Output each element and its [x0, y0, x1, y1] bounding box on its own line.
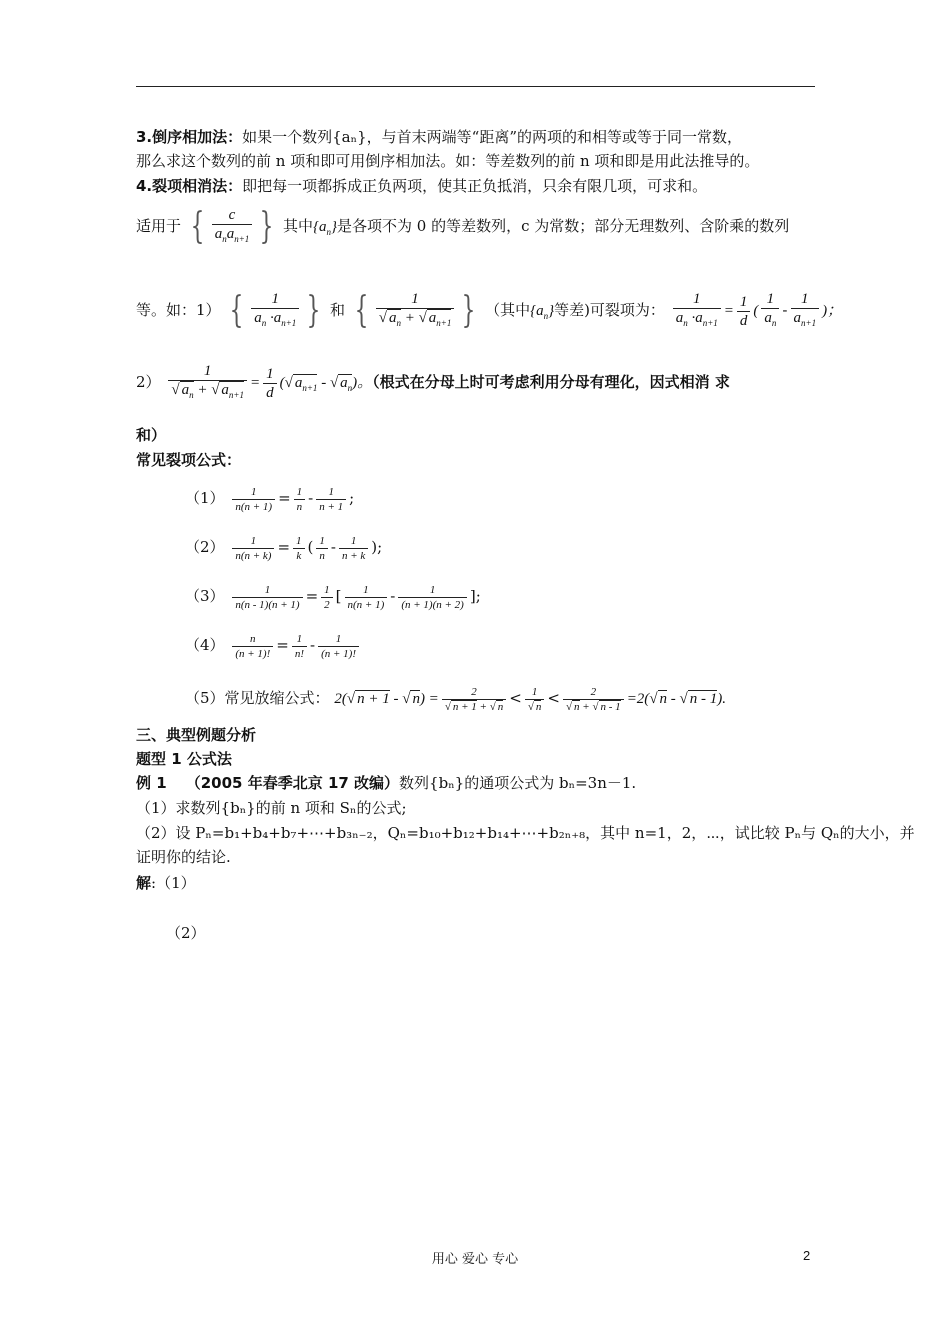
formula-split-2: 1 √ $a_n$ + √ $a_{n+1}$: [168, 362, 247, 404]
formula-item-3: （3） $\frac{1}{n(n - 1)(n + 1)}$ = $\frac{1}{2}$ [ $\frac{1}{n(n + 1)}$ - $\frac{1}{(n + 1)(n + 2)}$ ];: [185, 583, 481, 611]
formula: $\frac{1}{2}$: [321, 583, 333, 612]
text: （其中: [485, 301, 531, 319]
brace-icon: {: [229, 290, 244, 331]
label: （4）: [185, 636, 225, 654]
formula-item-5: （5）常见放缩公式： 2(√ n + 1 - √ n) = 2 √ n + 1 + √ n < 1 √ n < 2 √ n + √ n - 1 =2(√ n - √ n - 1).: [185, 680, 726, 717]
text: 常见裂项公式：: [136, 451, 242, 469]
formula: $\frac{1}{n + k}$: [339, 534, 368, 563]
brace-icon: }: [461, 290, 476, 331]
para-reverse-sum-2: [136, 150, 759, 172]
formula-item-2: （2） $\frac{1}{n(n + k)}$ = $\frac{1}{k}$ ( $\frac{1}{n}$ - $\frac{1}{n + k}$ );: [185, 534, 383, 562]
formula-1-over-an: $\frac{1}{a_n}$: [761, 290, 779, 332]
formula: 2 √ n + √ n - 1: [563, 685, 624, 714]
formula: $\frac{1}{k}$: [293, 534, 305, 563]
question-2: [136, 822, 915, 844]
formula-1-over-d: $\frac{1}{d}$: [737, 293, 751, 330]
text: 2）: [136, 373, 161, 391]
para-apply: [136, 206, 789, 252]
label: （5）: [185, 689, 225, 707]
formula-c-over-aa: $\frac{c}{a_na_{n+1}}$: [212, 206, 253, 248]
text: 是各项不为 0 的等差数列，c 为常数；部分无理数列、含阶乘的数列: [336, 217, 790, 235]
heading-reverse-sum: 3.倒序相加法：: [136, 128, 243, 146]
question-1: [136, 797, 407, 819]
text: 如果一个数列{aₙ}，与首末两端等“距离”的两项的和相等或等于同一常数，: [242, 128, 742, 146]
formula: $\frac{1}{n}$: [316, 534, 328, 563]
text: 和: [330, 301, 346, 319]
footer-text: 用心 爱心 专心: [431, 1252, 519, 1267]
example-label: 例 1: [136, 774, 167, 792]
heading-type1: [136, 748, 232, 770]
brace-icon: }: [306, 290, 321, 331]
text: :（1）: [151, 874, 196, 892]
text: 那么求这个数列的前 n 项和即可用倒序相加法。如：等差数列的前 n 项和即是用此法推导的。: [136, 152, 760, 170]
para-reverse-sum: [136, 126, 742, 148]
header-rule: [136, 86, 815, 87]
formula: $\frac{1}{n(n + k)}$: [232, 534, 274, 563]
label: （3）: [185, 587, 225, 605]
formula-1-over-d: $\frac{1}{d}$: [263, 365, 277, 402]
para-example1: 等。如：1） { $\frac{1}{a_n \cdot a_{n+1}}$ } 和 { 1 √ $a_n$ + √ $a_{n+1}$ } （其中$\{a_n\}$等差)可裂项为： $\frac{1}{a_n \cdot a_{n+1}}$ = $\frac{1}{d}$ ( $\frac{1}{a_n}$ - $\frac{1}{a_{n+1}}$ )；: [136, 288, 842, 338]
formula: 2 √ n + 1 + √ n: [442, 685, 506, 714]
brace-icon: {: [354, 290, 369, 331]
formula-item-4: （4） $\frac{n}{(n + 1)!}$ = $\frac{1}{n!}$ - $\frac{1}{(n + 1)!}$: [185, 627, 362, 663]
formula: $\frac{n}{(n + 1)!}$: [232, 632, 273, 661]
solution-part2: [166, 922, 206, 944]
label: （1）: [185, 489, 225, 507]
heading-common-formulas: [136, 449, 241, 471]
formula: $\frac{1}{n(n + 1)}$: [345, 583, 388, 612]
formula: 1 √ n: [525, 685, 545, 714]
formula-split-1: $\frac{1}{a_n \cdot a_{n+1}}$: [673, 290, 721, 332]
heading-split-terms: 4.裂项相消法：: [136, 177, 243, 195]
text: 证明你的结论.: [136, 848, 231, 866]
text: （1）求数列{bₙ}的前 n 项和 Sₙ的公式;: [136, 799, 407, 817]
note-bold: （根式在分母上时可考虑利用分母有理化，因式相消 求: [372, 373, 730, 391]
text: 适用于: [136, 217, 182, 235]
formula-1-over-aa: $\frac{1}{a_n \cdot a_{n+1}}$: [251, 290, 299, 332]
example1: [136, 772, 636, 794]
formula-1-over-an1: $\frac{1}{a_{n+1}}$: [791, 290, 820, 332]
formula-1-over-sqrt-sum: 1 √ $a_n$ + √ $a_{n+1}$: [376, 290, 455, 332]
solution: [136, 872, 196, 894]
text: 等。如：1）: [136, 301, 221, 319]
text: 即把每一项都拆成正负两项，使其正负抵消，只余有限几项，可求和。: [242, 177, 708, 195]
question-2b: [136, 846, 231, 868]
text: 其中: [282, 217, 313, 235]
formula: $\frac{1}{n(n - 1)(n + 1)}$: [232, 583, 302, 612]
formula: $\frac{1}{(n + 1)(n + 2)}$: [398, 583, 467, 612]
formula: $\frac{1}{(n + 1)!}$: [318, 632, 359, 661]
heading-section-three: [136, 724, 256, 746]
text: 等差)可裂项为：: [554, 301, 665, 319]
note-bold: 和）: [136, 426, 167, 444]
brace-icon: {: [190, 206, 205, 247]
formula-an: $\{a_n\}$: [530, 303, 555, 321]
text: 常见放缩公式：: [224, 689, 330, 707]
text: 数列{bₙ}的通项公式为 bₙ=3n－1.: [399, 774, 637, 792]
para-note-end: [136, 424, 166, 446]
formula-item-1: （1） $\frac{1}{n(n + 1)}$ = $\frac{1}{n}$ - $\frac{1}{n + 1}$ ;: [185, 485, 355, 513]
page-number: 2: [803, 1248, 811, 1263]
para-split-terms: [136, 175, 707, 197]
solution-label: 解: [136, 874, 152, 892]
example-source: （2005 年春季北京 17 改编）: [185, 774, 400, 792]
label: （2）: [185, 538, 225, 556]
text: 三、典型例题分析: [136, 726, 257, 744]
brace-icon: }: [259, 206, 274, 247]
formula: $\frac{1}{n!}$: [292, 632, 307, 661]
text: （2）设 Pₙ=b₁+b₄+b₇+⋯+b₃ₙ₋₂，Qₙ=b₁₀+b₁₂+b₁₄+⋯+b₂ₙ₊₈，其中 n=1，2，⋯，试比较 Pₙ与 Qₙ的大小，并: [136, 824, 915, 842]
formula: $\frac{1}{n}$: [294, 485, 306, 514]
formula: $\frac{1}{n + 1}$: [316, 485, 346, 514]
para-example2: 2） 1 √ $a_n$ + √ $a_{n+1}$ = $\frac{1}{d}$ (√ $a_{n+1}$ - √ $a_n$)。（根式在分母上时可考虑利用分母有理化，因式相消 求: [136, 360, 730, 410]
text: 题型 1 公式法: [136, 750, 232, 768]
formula: $\frac{1}{n(n + 1)}$: [232, 485, 275, 514]
text: （2）: [166, 924, 206, 942]
formula-an: $\{a_n\}$: [312, 219, 337, 237]
